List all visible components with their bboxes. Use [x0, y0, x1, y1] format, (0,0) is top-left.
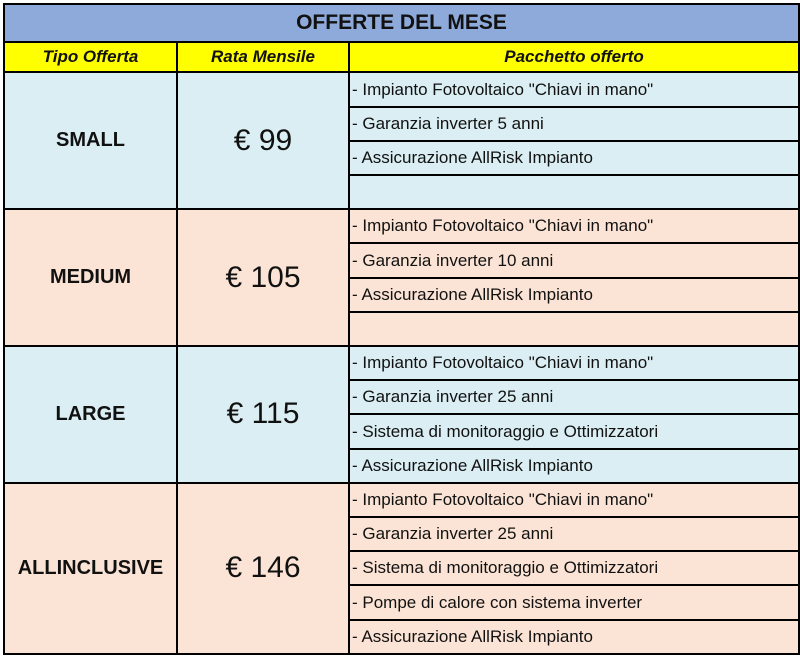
monthly-rate: € 115 [177, 346, 349, 483]
offer-row [4, 72, 799, 106]
package-item: - Assicurazione AllRisk Impianto [349, 278, 799, 312]
table-title: OFFERTE DEL MESE [4, 4, 799, 42]
package-item: - Impianto Fotovoltaico "Chiavi in mano" [349, 209, 799, 243]
package-item: - Impianto Fotovoltaico "Chiavi in mano" [349, 72, 799, 106]
package-item: - Garanzia inverter 25 anni [349, 517, 799, 551]
package-item: - Assicurazione AllRisk Impianto [349, 449, 799, 483]
package-item: - Impianto Fotovoltaico "Chiavi in mano" [349, 483, 799, 517]
monthly-rate: € 99 [177, 72, 349, 209]
package-item: - Assicurazione AllRisk Impianto [349, 141, 799, 175]
offer-type: ALLINCLUSIVE [4, 483, 177, 654]
monthly-rate: € 105 [177, 209, 349, 346]
offer-type: SMALL [4, 72, 177, 209]
header-tipo-offerta: Tipo Offerta [4, 42, 177, 72]
header-pacchetto-offerto: Pacchetto offerto [349, 42, 799, 72]
package-item [349, 175, 799, 209]
offer-type: MEDIUM [4, 209, 177, 346]
title-row [4, 4, 799, 42]
package-item: - Garanzia inverter 5 anni [349, 107, 799, 141]
offers-table [3, 3, 800, 655]
package-item: - Garanzia inverter 25 anni [349, 380, 799, 414]
offer-type: LARGE [4, 346, 177, 483]
header-row [4, 42, 799, 72]
package-item: - Sistema di monitoraggio e Ottimizzatori [349, 414, 799, 448]
package-item: - Assicurazione AllRisk Impianto [349, 620, 799, 654]
offer-row [4, 209, 799, 243]
offer-row [4, 346, 799, 380]
package-item: - Garanzia inverter 10 anni [349, 243, 799, 277]
package-item: - Sistema di monitoraggio e Ottimizzatori [349, 551, 799, 585]
package-item: - Pompe di calore con sistema inverter [349, 585, 799, 619]
package-item [349, 312, 799, 346]
offer-row [4, 483, 799, 517]
package-item: - Impianto Fotovoltaico "Chiavi in mano" [349, 346, 799, 380]
header-rata-mensile: Rata Mensile [177, 42, 349, 72]
monthly-rate: € 146 [177, 483, 349, 654]
